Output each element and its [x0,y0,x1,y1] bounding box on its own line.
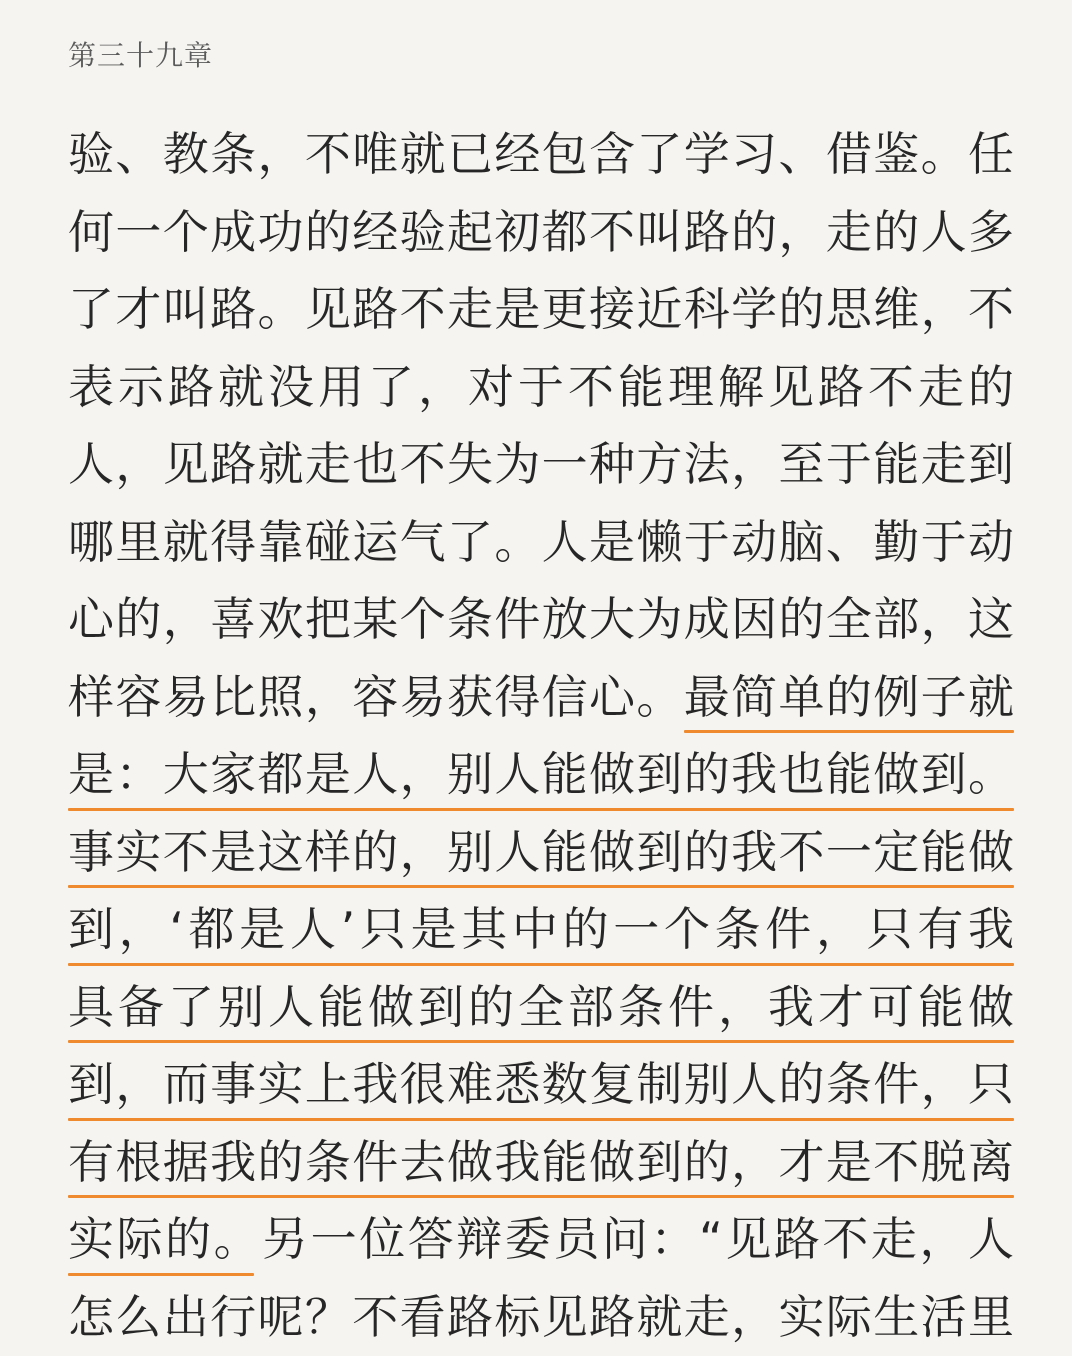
text-line: 怎么出行呢？不看路标见路就走，实际生活里 [68,1279,1014,1356]
text-line: 人，见路就走也不失为一种方法，至于能走到 [68,426,1014,504]
chapter-title: 第三十九章 [68,36,213,76]
highlight-underline[interactable] [68,1040,1014,1043]
text-line: 到，‘都是人’只是其中的一个条件，只有我 [68,891,1014,969]
text-line: 有根据我的条件去做我能做到的，才是不脱离 [68,1124,1014,1202]
text-line: 到，而事实上我很难悉数复制别人的条件，只 [68,1046,1014,1124]
text-line: 验、教条，不唯就已经包含了学习、借鉴。任 [68,116,1014,194]
text-line: 实际的。另一位答辩委员问：“见路不走，人 [68,1201,1014,1279]
highlight-underline[interactable] [68,1195,1014,1198]
text-line: 是：大家都是人，别人能做到的我也能做到。 [68,736,1014,814]
text-line: 何一个成功的经验起初都不叫路的，走的人多 [68,194,1014,272]
highlight-underline[interactable] [684,730,1014,733]
text-line: 样容易比照，容易获得信心。最简单的例子就 [68,659,1014,737]
text-line: 哪里就得靠碰运气了。人是懒于动脑、勤于动 [68,504,1014,582]
text-line: 具备了别人能做到的全部条件，我才可能做 [68,969,1014,1047]
highlight-underline[interactable] [68,1273,254,1276]
highlight-underline[interactable] [68,1118,1014,1121]
text-line: 了才叫路。见路不走是更接近科学的思维，不 [68,271,1014,349]
highlight-underline[interactable] [68,885,1014,888]
highlight-underline[interactable] [68,963,1014,966]
text-line: 表示路就没用了，对于不能理解见路不走的 [68,349,1014,427]
highlight-underline[interactable] [68,808,1014,811]
text-line: 事实不是这样的，别人能做到的我不一定能做 [68,814,1014,892]
reading-body [68,116,1028,1356]
text-line: 心的，喜欢把某个条件放大为成因的全部，这 [68,581,1014,659]
